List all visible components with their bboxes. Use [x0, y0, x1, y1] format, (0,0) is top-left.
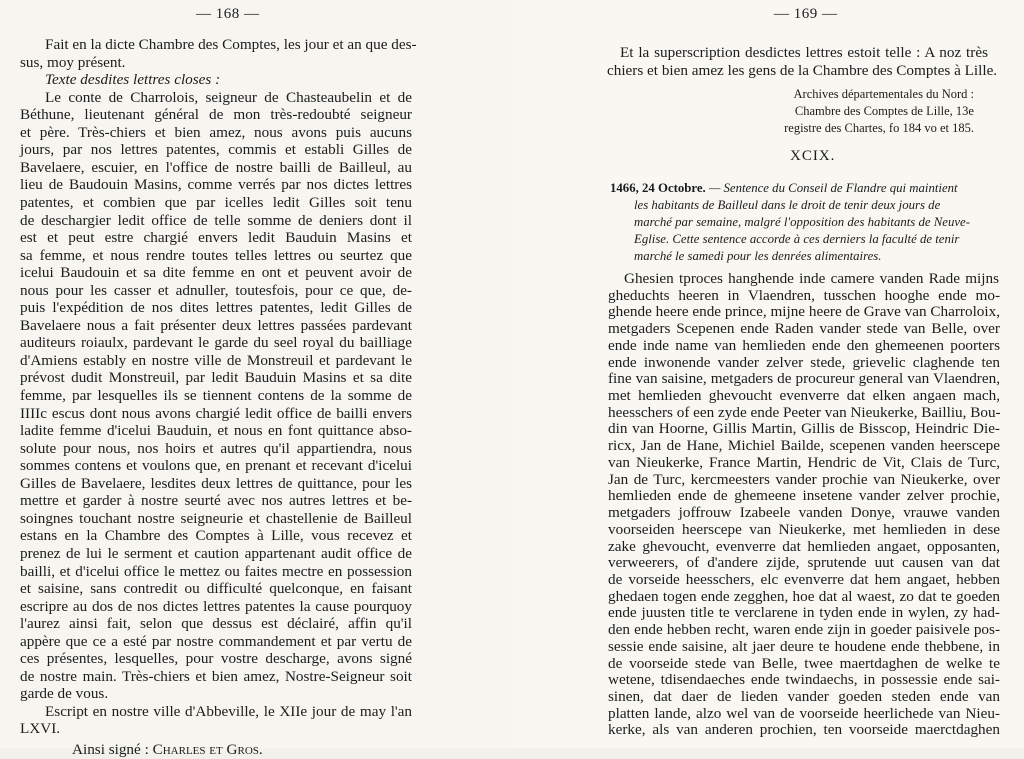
text-line: appère que ce a esté par nostre commandement et par vertu de	[20, 632, 412, 650]
text-line: prenez de lui le serment et caution appartenant audit office de	[20, 544, 412, 562]
text-line: Jan de Turc, kercmeesters vander prochie van Nieukerke, over	[608, 470, 1000, 488]
text-line: de vorseide heesschers, elc evenverre dat hem angaet, hebben	[608, 570, 1000, 588]
text-line: Bavelaere nous a fait présenter deux lettres passées pardevant	[20, 316, 412, 334]
signature-prefix: Ainsi signé :	[72, 741, 149, 758]
text-line: bailli, et d'icelui office le mettez ou faites mectre en possession	[20, 562, 412, 580]
text-line: ladite femme d'icelui Bauduin, et nous en font quittance abso-	[20, 422, 412, 440]
text-line: Escript en nostre ville d'Abbeville, le XIIe jour de may l'an	[45, 702, 412, 720]
text-line: Béthune, lieutenant général de mon très-redoubté seigneur	[20, 106, 412, 124]
text-line: sessie ende saisine, alt jaer deure te houdene ende thebbene, in	[608, 637, 1000, 655]
archive-reference-line: registre des Chartes, fo 184 vo et 185.	[784, 121, 974, 135]
text-line: prévost dudit Monstreuil, par ledit Bauduin Masins et sa dite	[20, 369, 412, 387]
text-line: Le conte de Charrolois, seigneur de Chasteaubelin et de	[45, 88, 412, 106]
text-line: estans en la Chambre des Comptes à Lille, vous recevez et	[20, 527, 412, 545]
text-line: Texte desdites lettres closes :	[45, 71, 221, 89]
text-line: icelui Baudouin et sa dite femme en ont et peuvent avoir de	[20, 264, 412, 282]
text-line: de deschargier ledit office de telle somme de deniers dont il	[20, 211, 412, 229]
text-line: auditeurs roiaulx, pardevant le garde du seel royal du bailliage	[20, 334, 412, 352]
text-line: de nostre main. Très-chiers et bien amez, Nostre-Seigneur soit	[20, 667, 412, 685]
intro-line: Et la superscription desdictes lettres estoit telle : A noz très	[620, 44, 988, 61]
text-line: van Nieukerke, France Martin, Hendric de Vit, Clais de Turc,	[608, 453, 1000, 471]
text-line: heesschers of een zyde ende Peeter van Nieukerke, Bailliu, Bou-	[608, 403, 1001, 421]
summary-line: les habitants de Bailleul dans le droit de tenir deux jours de	[634, 198, 941, 212]
summary-line: marché le samedi pour les denrées alimentaires.	[634, 249, 882, 263]
text-line: nous pour les casser et adnuller, toutesfois, pour ce que, de-	[20, 281, 412, 299]
text-line: ghende heere ende prince, mijne heere de Grave van Charroloix,	[608, 303, 1000, 321]
text-line: Gilles de Bavelaere, lesdites deux lettres de quittance, pour les	[20, 474, 412, 492]
summary-line: Eglise. Cette sentence accorde à ces derniers la faculté de tenir	[634, 232, 960, 246]
text-line: escripre au dos de nos dictes lettres patentes la cause pourquoy	[20, 597, 412, 615]
text-line: platten lande, alzo wel van de voorseide heerlichede van Nieu-	[608, 704, 1000, 722]
archive-reference-line: Chambre des Comptes de Lille, 13e	[794, 104, 974, 118]
text-line: met hemlieden ghevoucht evenverre dat elken angaen mach,	[608, 387, 1000, 405]
text-line: Bavelaere, escuier, en l'office de nostre bailli de Bailleul, au	[20, 158, 412, 176]
text-line: den ende hebben recht, waren ende zijn in goeder paisivele pos-	[608, 621, 1000, 639]
text-line: sinen, dat daer de lieden vander goeden steden ende van	[608, 688, 1000, 705]
right-page	[512, 0, 1024, 748]
text-line: hemlieden ende de ghemeene insetene vander zelver prochie,	[608, 487, 1000, 505]
text-line: fine van saisine, metgaders de procureur general van Vlaendren,	[608, 370, 1000, 388]
text-line: puis l'expédition de nos dites lettres patentes, ledit Gilles de	[20, 299, 412, 317]
text-line: wetene, tdisendaeches ende twindaechs, in possessie ende sai-	[608, 671, 1000, 689]
text-line: garde de vous.	[20, 685, 109, 703]
text-line: din van Hoorne, Gillis Martin, Gillis de Bisscop, Heindric Die-	[608, 420, 1000, 438]
text-line: kerke, als van anderen prochien, ten voorseide maerctdaghen	[608, 721, 1000, 739]
text-line: gheduchts heeren in Vlaendren, tusschen hooghe ende mo-	[608, 286, 1000, 304]
text-line: ende inwonende vander zelver stede, grievelic claghende ten	[608, 353, 1000, 371]
text-line	[72, 741, 459, 759]
text-line: solute pour nous, nos hoirs et autres qu'il appartiendra, nous	[20, 439, 412, 457]
text-line: verweerers, of d'andere zijde, sprutende uut causen van dat	[608, 554, 1000, 572]
text-line: soingnes touchant nostre seigneurie et chastellenie de Bailleul	[20, 509, 412, 527]
text-line: sommes contens et voulons que, en prenant et recevant d'icelui	[20, 457, 412, 475]
text-line: Ghesien tproces hanghende inde camere vanden Rade mijns	[624, 270, 999, 287]
summary-line: marché par semaine, malgré l'opposition des habitants de Neuve-	[634, 215, 970, 229]
archive-reference-line: Archives départementales du Nord :	[793, 87, 974, 101]
text-line: d'Amiens estably en nostre ville de Monstreuil et pardevant le	[20, 351, 412, 369]
left-page	[0, 0, 512, 758]
text-line: voorseiden heerscepe van Nieukerke, met hemlieden in dese	[608, 520, 1000, 538]
summary-text: — Sentence du Conseil de Flandre qui maintient	[708, 181, 958, 195]
left-page-number: — 168 —	[196, 6, 260, 22]
text-line: metgaders joffrouw Izabeele vanden Donye, vrauwe vanden	[608, 504, 1000, 522]
text-line: est et peut estre chargié envers ledit Bauduin Masins et	[20, 229, 412, 247]
text-line: ende inde name van hemlieden ende den ghemeenen poorters	[608, 336, 1000, 354]
document-heading: XCIX.	[790, 148, 836, 164]
intro-line: chiers et bien amez les gens de la Chambre des Comptes à Lille.	[607, 62, 998, 79]
text-line: jours, par nos lettres patentes, commis et establi Gilles de	[20, 141, 412, 159]
signature-names: Charles et Gros.	[152, 741, 263, 758]
text-line: sus, moy présent.	[20, 53, 126, 71]
text-line: sa femme, et nous rendre toutes telles lettres ou seurtez que	[20, 246, 412, 264]
text-line: Fait en la dicte Chambre des Comptes, les jour et an que des-	[45, 36, 417, 53]
text-line: femme, par lesquelles ils se tiennent contens de la somme de	[20, 387, 412, 404]
text-line: ende juusten title te verclarene in tyden ende in wylen, zy had-	[608, 604, 1000, 622]
right-page-number: — 169 —	[774, 6, 838, 22]
summary-line	[610, 180, 958, 197]
text-line: ricx, Jan de Hane, Michiel Bailde, scepenen vanden heerscepe	[608, 437, 1000, 455]
text-line: lieu de Baudouin Masins, comme verrés par nos dictes lettres	[20, 176, 412, 194]
text-line: ghedaen togen ende zegghen, hoe dat al waest, zo dat te goeden	[608, 587, 1000, 605]
text-line: et père. Très-chiers et bien amez, nous avons puis aucuns	[20, 123, 412, 141]
text-line: ces présentes, lesquelles, pour vostre descharge, avons signé	[20, 650, 412, 668]
text-line: et saisine, sans contredit ou difficulté quelconque, en faisant	[20, 580, 412, 598]
text-line: mettre et garder à nostre seurté avec nos autres lettres et be-	[20, 492, 412, 510]
text-line: metgaders Scepenen ende Raden vander stede van Belle, over	[608, 320, 1000, 338]
text-line: patentes, et combien que par icelles ledit Gilles soit tenu	[20, 193, 412, 211]
text-line: de voorseide stede van Belle, twee maertdaghen de welke te	[608, 654, 1000, 672]
text-line: l'aurez ainsi fait, selon que dessus est déclairé, affin qu'il	[20, 615, 412, 633]
summary-date: 1466, 24 Octobre.	[610, 181, 706, 195]
text-line: IIIIc escus dont nous avons chargié ledit office de bailli envers	[20, 404, 412, 422]
text-line: LXVI.	[20, 720, 61, 738]
text-line: zake ghevoucht, evenverre dat hemlieden angaet, opposanten,	[608, 537, 1000, 555]
